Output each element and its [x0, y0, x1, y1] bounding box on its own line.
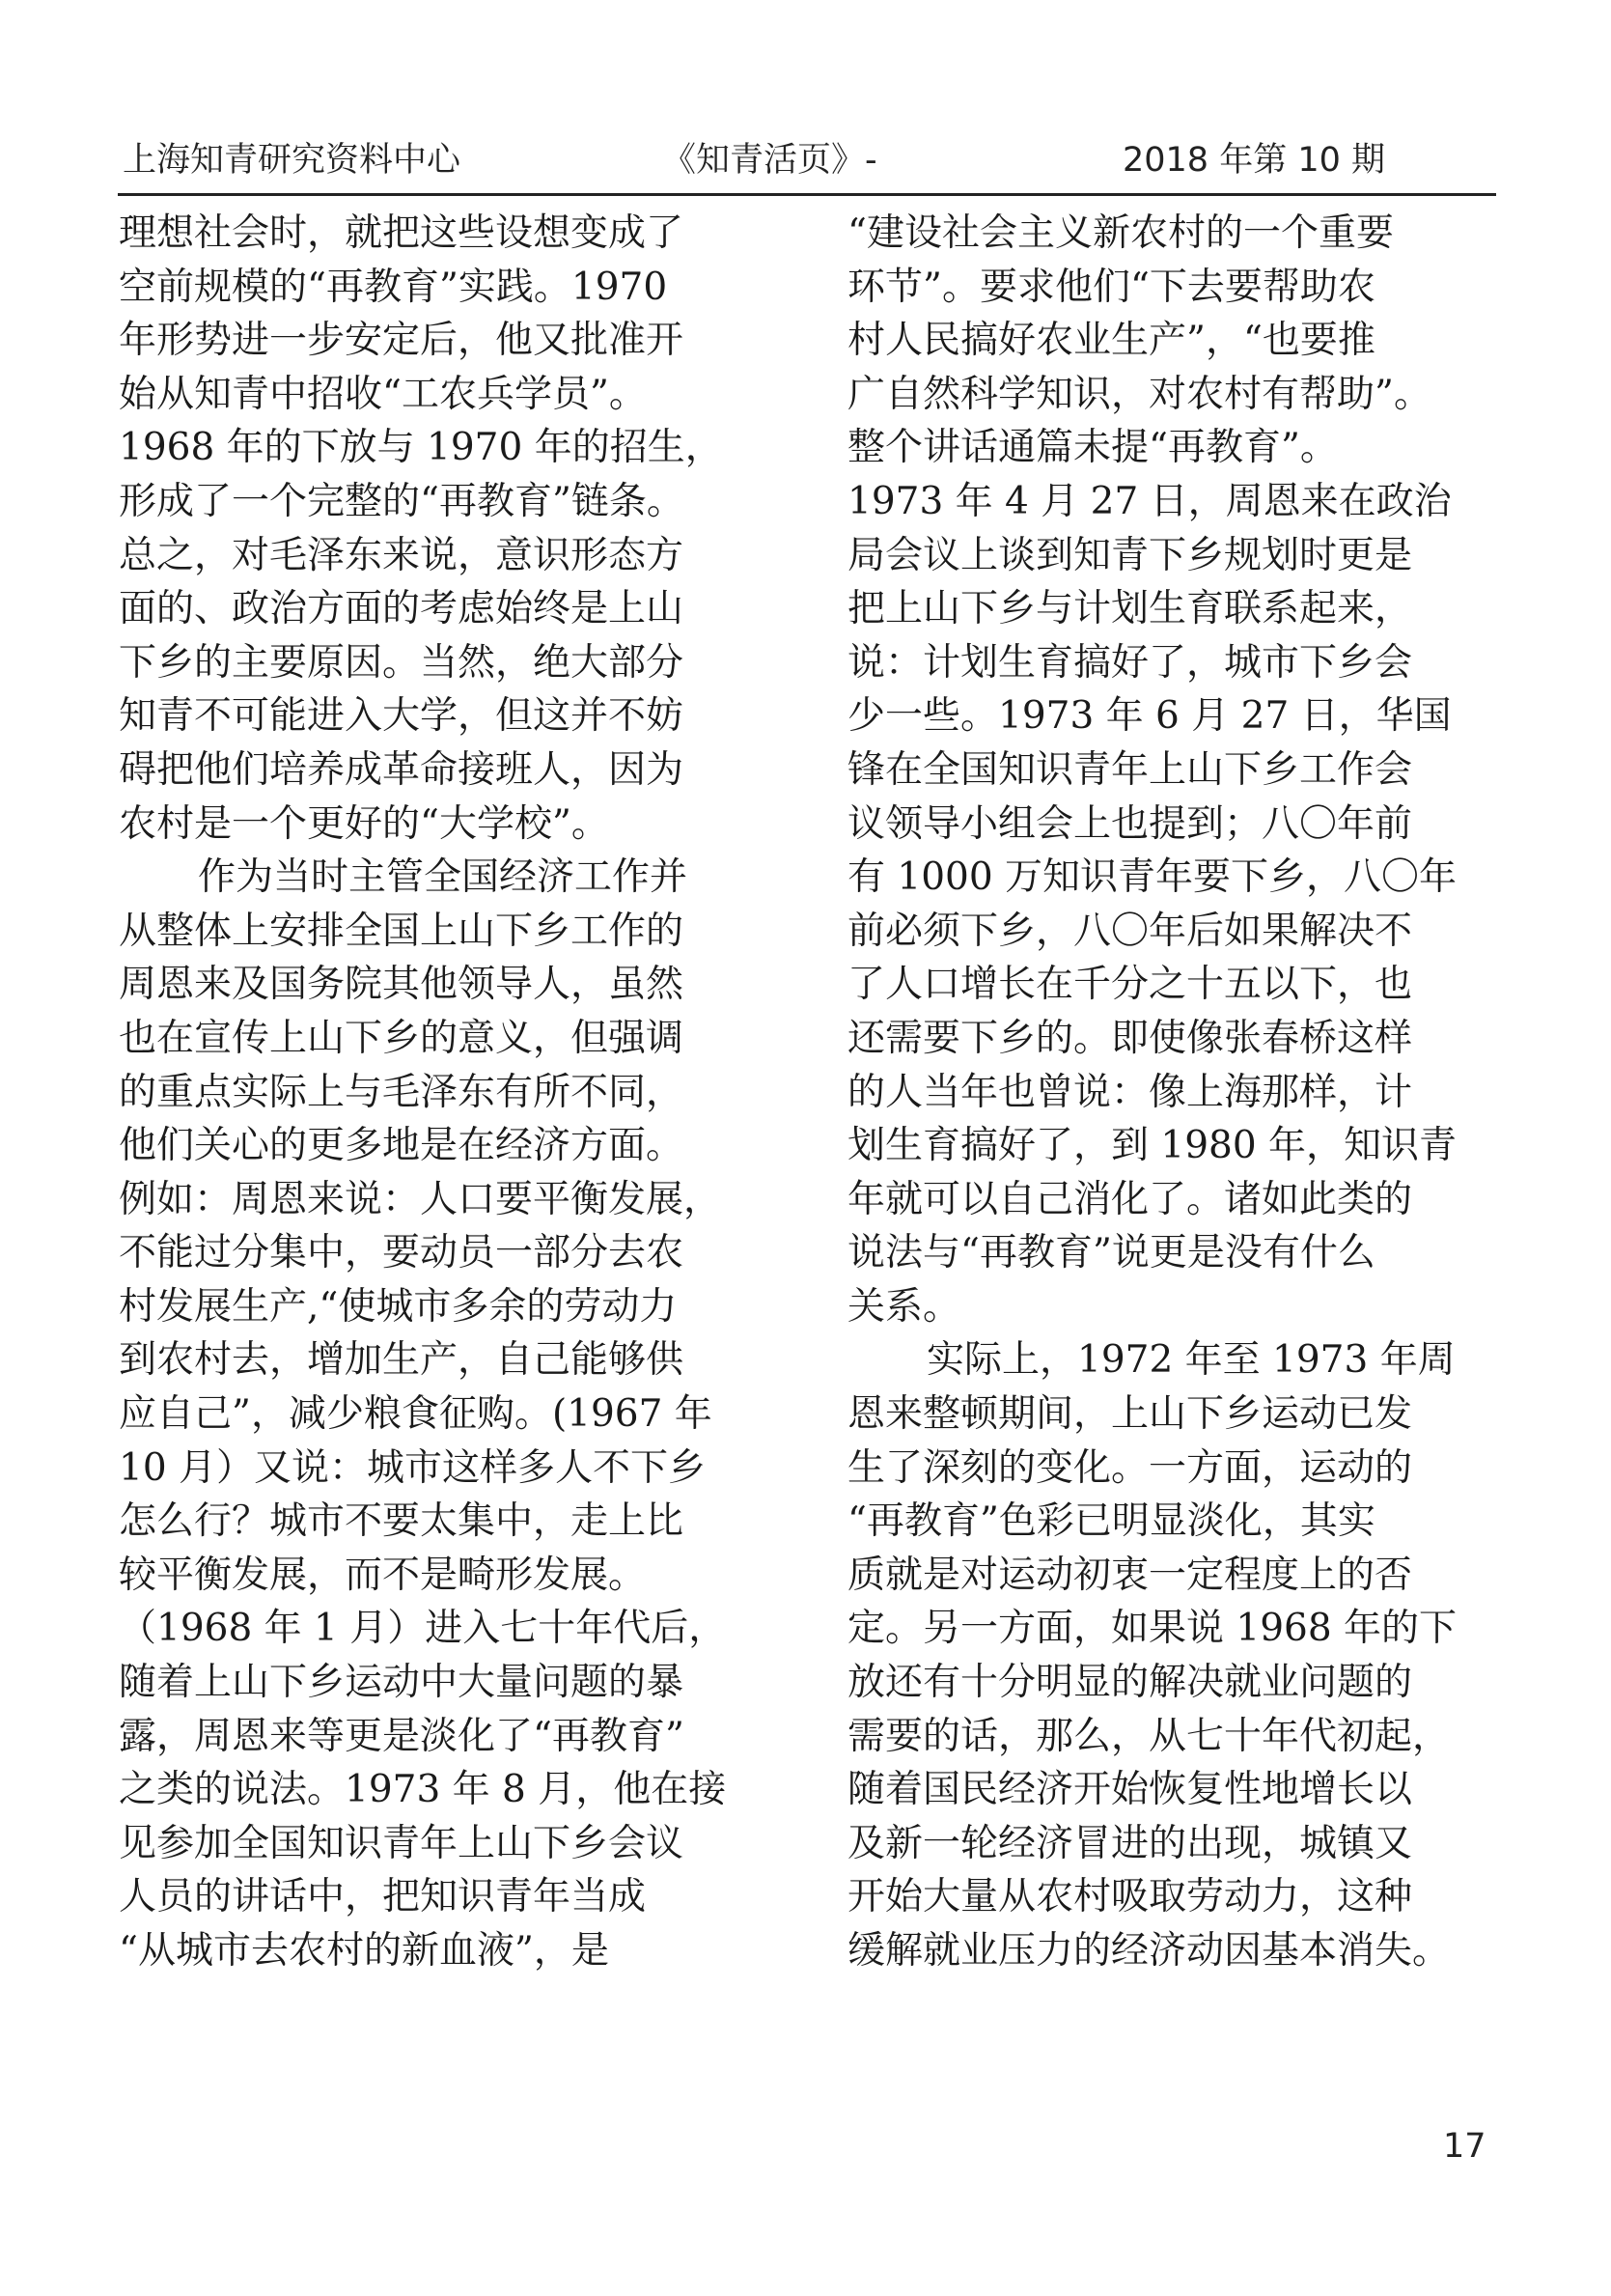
text-line: 空前规模的“再教育”实践。1970	[119, 265, 668, 309]
header-divider	[118, 193, 1496, 196]
text-line: 10 月）又说：城市这样多人不下乡	[119, 1445, 707, 1490]
text-line: 从整体上安排全国上山下乡工作的	[119, 909, 684, 953]
text-line: 1973 年 4 月 27 日，周恩来在政治	[847, 479, 1452, 523]
text-line: 随着上山下乡运动中大量问题的暴	[119, 1661, 684, 1705]
text-line: “再教育”色彩已明显淡化，其实	[847, 1499, 1375, 1544]
text-line: 局会议上谈到知青下乡规划时更是	[847, 533, 1413, 577]
text-line: 需要的话，那么，从七十年代初起，	[847, 1714, 1451, 1758]
text-line: 把上山下乡与计划生育联系起来，	[847, 587, 1413, 631]
text-line: 说法与“再教育”说更是没有什么	[847, 1231, 1375, 1275]
text-line: 质就是对运动初衷一定程度上的否	[847, 1553, 1413, 1597]
text-line: 定。另一方面，如果说 1968 年的下	[847, 1607, 1458, 1651]
text-line: 开始大量从农村吸取劳动力，这种	[847, 1875, 1413, 1919]
text-line: 村发展生产,“使城市多余的劳动力	[119, 1284, 678, 1329]
text-line: 怎么行？城市不要太集中，走上比	[119, 1499, 684, 1544]
paragraph-start-line: 实际上，1972 年至 1973 年周	[927, 1338, 1456, 1383]
paragraph-start-line: 作为当时主管全国经济工作并	[198, 855, 688, 900]
text-line: 总之，对毛泽东来说，意识形态方	[119, 533, 684, 577]
text-line: 始从知青中招收“工农兵学员”。	[119, 372, 647, 416]
right-column	[847, 207, 1523, 1978]
text-line: 人员的讲话中，把知识青年当成	[119, 1875, 647, 1919]
text-line: 面的、政治方面的考虑始终是上山	[119, 587, 684, 631]
text-line: 前必须下乡，八〇年后如果解决不	[847, 909, 1413, 953]
text-line: 不能过分集中，要动员一部分去农	[119, 1231, 684, 1275]
text-line: 他们关心的更多地是在经济方面。	[119, 1124, 684, 1168]
header-issue: 2018 年第 10 期	[1123, 141, 1385, 180]
text-line: 说：计划生育搞好了，城市下乡会	[847, 640, 1413, 685]
text-line: 放还有十分明显的解决就业问题的	[847, 1661, 1413, 1705]
text-line: 露，周恩来等更是淡化了“再教育”	[119, 1714, 684, 1758]
text-line: 及新一轮经济冒进的出现，城镇又	[847, 1821, 1413, 1865]
text-line: 恩来整顿期间，上山下乡运动已发	[847, 1392, 1413, 1437]
text-line: 例如：周恩来说：人口要平衡发展，	[119, 1177, 722, 1221]
text-line: 见参加全国知识青年上山下乡会议	[119, 1821, 684, 1865]
text-line: 村人民搞好农业生产”，“也要推	[847, 319, 1375, 363]
text-line: 的人当年也曾说：像上海那样，计	[847, 1070, 1413, 1114]
text-line: 之类的说法。1973 年 8 月，他在接	[119, 1768, 727, 1812]
text-line: 年就可以自己消化了。诸如此类的	[847, 1177, 1413, 1221]
text-line: 有 1000 万知识青年要下乡，八〇年	[847, 855, 1458, 900]
text-line: 下乡的主要原因。当然，绝大部分	[119, 640, 684, 685]
text-line: 环节”。要求他们“下去要帮助农	[847, 265, 1375, 309]
text-line: 生了深刻的变化。一方面，运动的	[847, 1445, 1413, 1490]
page-number: 17	[1443, 2127, 1486, 2166]
text-line: 农村是一个更好的“大学校”。	[119, 801, 609, 846]
text-line: 碍把他们培养成革命接班人，因为	[119, 747, 684, 792]
text-line: 锋在全国知识青年上山下乡工作会	[847, 747, 1413, 792]
text-line: 的重点实际上与毛泽东有所不同，	[119, 1070, 684, 1114]
text-line: 划生育搞好了，到 1980 年，知识青	[847, 1124, 1458, 1168]
text-line: 应自己”，减少粮食征购。(1967 年	[119, 1392, 712, 1437]
text-line: 缓解就业压力的经济动因基本消失。	[847, 1929, 1451, 1973]
header-publication: 《知青活页》-	[662, 141, 877, 180]
text-line: 年形势进一步安定后，他又批准开	[119, 319, 684, 363]
text-line: 广自然科学知识，对农村有帮助”。	[847, 372, 1431, 416]
text-line: 还需要下乡的。即使像张春桥这样	[847, 1016, 1413, 1060]
text-line: 知青不可能进入大学，但这并不妨	[119, 694, 684, 739]
text-line: 少一些。1973 年 6 月 27 日，华国	[847, 694, 1452, 739]
text-line: 了人口增长在千分之十五以下，也	[847, 963, 1413, 1007]
text-line: 1968 年的下放与 1970 年的招生，	[119, 426, 723, 470]
text-line: “建设社会主义新农村的一个重要	[847, 211, 1394, 255]
text-line: 议领导小组会上也提到；八〇年前	[847, 801, 1413, 846]
left-column	[119, 207, 794, 1978]
text-line: （1968 年 1 月）进入七十年代后，	[119, 1607, 727, 1651]
header-source: 上海知青研究资料中心	[123, 141, 461, 180]
text-line: 形成了一个完整的“再教育”链条。	[119, 479, 684, 523]
text-line: 理想社会时，就把这些设想变成了	[119, 211, 684, 255]
text-line: 到农村去，增加生产，自己能够供	[119, 1338, 684, 1383]
text-line: 较平衡发展，而不是畸形发展。	[119, 1553, 647, 1597]
text-line: 随着国民经济开始恢复性地增长以	[847, 1768, 1413, 1812]
text-line: “从城市去农村的新血液”，是	[119, 1929, 609, 1973]
text-line: 整个讲话通篇未提“再教育”。	[847, 426, 1338, 470]
text-line: 周恩来及国务院其他领导人，虽然	[119, 963, 684, 1007]
text-line: 关系。	[847, 1284, 961, 1329]
text-line: 也在宣传上山下乡的意义，但强调	[119, 1016, 684, 1060]
